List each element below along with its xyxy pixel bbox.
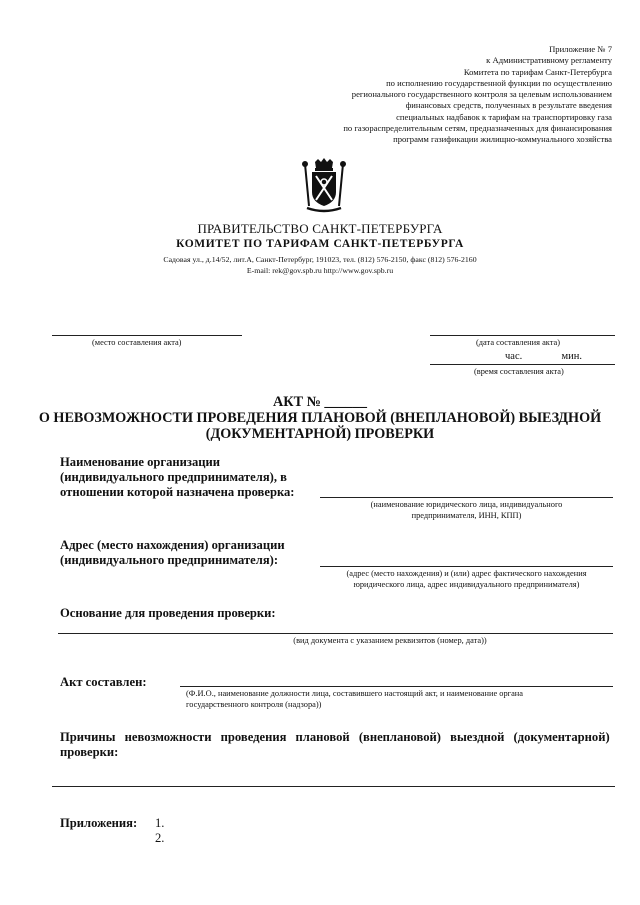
hours-label: час. xyxy=(505,351,523,362)
org-name-caption-1: (наименование юридического лица, индивидуального xyxy=(370,500,563,509)
act-title: АКТ № ______ xyxy=(273,394,367,410)
appendix-line: к Административному регламенту xyxy=(486,55,612,66)
composed-caption-1: (Ф.И.О., наименование должности лица, составившего настоящий акт, и наименование органа xyxy=(186,689,523,698)
org-name-caption-2: предпринимателя, ИНН, КПП) xyxy=(411,510,522,520)
basis-line xyxy=(58,633,613,634)
government-title: ПРАВИТЕЛЬСТВО САНКТ-ПЕТЕРБУРГА xyxy=(197,221,443,236)
basis-caption: (вид документа с указанием реквизитов (номер, дата)) xyxy=(293,636,487,645)
address-caption-2: юридического лица, адрес индивидуального предпринимателя) xyxy=(353,579,580,589)
org-name-caption xyxy=(320,500,613,521)
time-row xyxy=(505,351,582,362)
org-name-label-3: отношении которой назначена проверка: xyxy=(60,485,295,499)
reasons-label-1: Причины невозможности проведения плановой (внеплановой) выездной (документарной) xyxy=(60,730,610,744)
appendix-line: финансовых средств, полученных в результате введения xyxy=(405,100,612,111)
committee-address: Садовая ул., д.14/52, лит.А, Санкт-Петербург, 191023, тел. (812) 576-2150, факс (812) 576-2160 xyxy=(163,255,477,264)
org-name-label-2: (индивидуального предпринимателя), в xyxy=(60,470,287,484)
committee-contacts: E-mail: rek@gov.spb.ru http://www.gov.spb.ru xyxy=(246,266,394,275)
attachment-item-1: 1. xyxy=(155,816,165,830)
address-label-2: (индивидуального предпринимателя): xyxy=(60,553,279,567)
appendix-line: специальных надбавок к тарифам на транспортировку газа xyxy=(396,111,612,122)
time-caption: (время составления акта) xyxy=(474,367,564,376)
basis-label: Основание для проведения проверки: xyxy=(60,606,276,620)
place-caption: (место составления акта) xyxy=(92,338,182,347)
composed-label: Акт составлен: xyxy=(60,675,147,689)
attachment-item-2: 2. xyxy=(155,831,165,845)
org-name-line xyxy=(320,497,613,498)
composed-caption-2: государственного контроля (надзора)) xyxy=(186,699,322,709)
appendix-line: программ газификации жилищно-коммунального хозяйства xyxy=(393,134,612,145)
time-line xyxy=(430,364,615,365)
appendix-line: Комитета по тарифам Санкт-Петербурга xyxy=(463,66,612,77)
reasons-label-2: проверки: xyxy=(60,745,119,759)
date-line xyxy=(430,335,615,336)
address-line xyxy=(320,566,613,567)
address-caption xyxy=(318,569,615,590)
date-caption: (дата составления акта) xyxy=(476,338,561,347)
appendix-block xyxy=(252,44,612,146)
appendix-line: по исполнению государственной функции по осуществлению xyxy=(386,77,612,88)
act-subtitle-line1: О НЕВОЗМОЖНОСТИ ПРОВЕДЕНИЯ ПЛАНОВОЙ (ВНЕПЛАНОВОЙ) ВЫЕЗДНОЙ xyxy=(38,410,602,426)
appendix-line: Приложение № 7 xyxy=(549,44,612,54)
spb-coat-of-arms-icon xyxy=(299,158,349,214)
minutes-label: мин. xyxy=(561,351,582,362)
reasons-line xyxy=(52,786,615,787)
composed-line xyxy=(180,686,613,687)
composed-caption xyxy=(186,689,613,710)
attachments-label: Приложения: xyxy=(60,816,138,830)
address-label-1: Адрес (место нахождения) организации xyxy=(60,538,285,552)
appendix-line: регионального государственного контроля за целевым использованием xyxy=(351,89,612,100)
appendix-line: по газораспределительным сетям, предназначенных для финансирования xyxy=(343,123,612,134)
place-line xyxy=(52,335,242,336)
act-subtitle-line2: (ДОКУМЕНТАРНОЙ) ПРОВЕРКИ xyxy=(205,426,435,442)
committee-title: КОМИТЕТ ПО ТАРИФАМ САНКТ-ПЕТЕРБУРГА xyxy=(176,238,464,250)
org-name-label-1: Наименование организации xyxy=(60,455,221,469)
address-caption-1: (адрес (место нахождения) и (или) адрес фактического нахождения xyxy=(346,569,587,578)
